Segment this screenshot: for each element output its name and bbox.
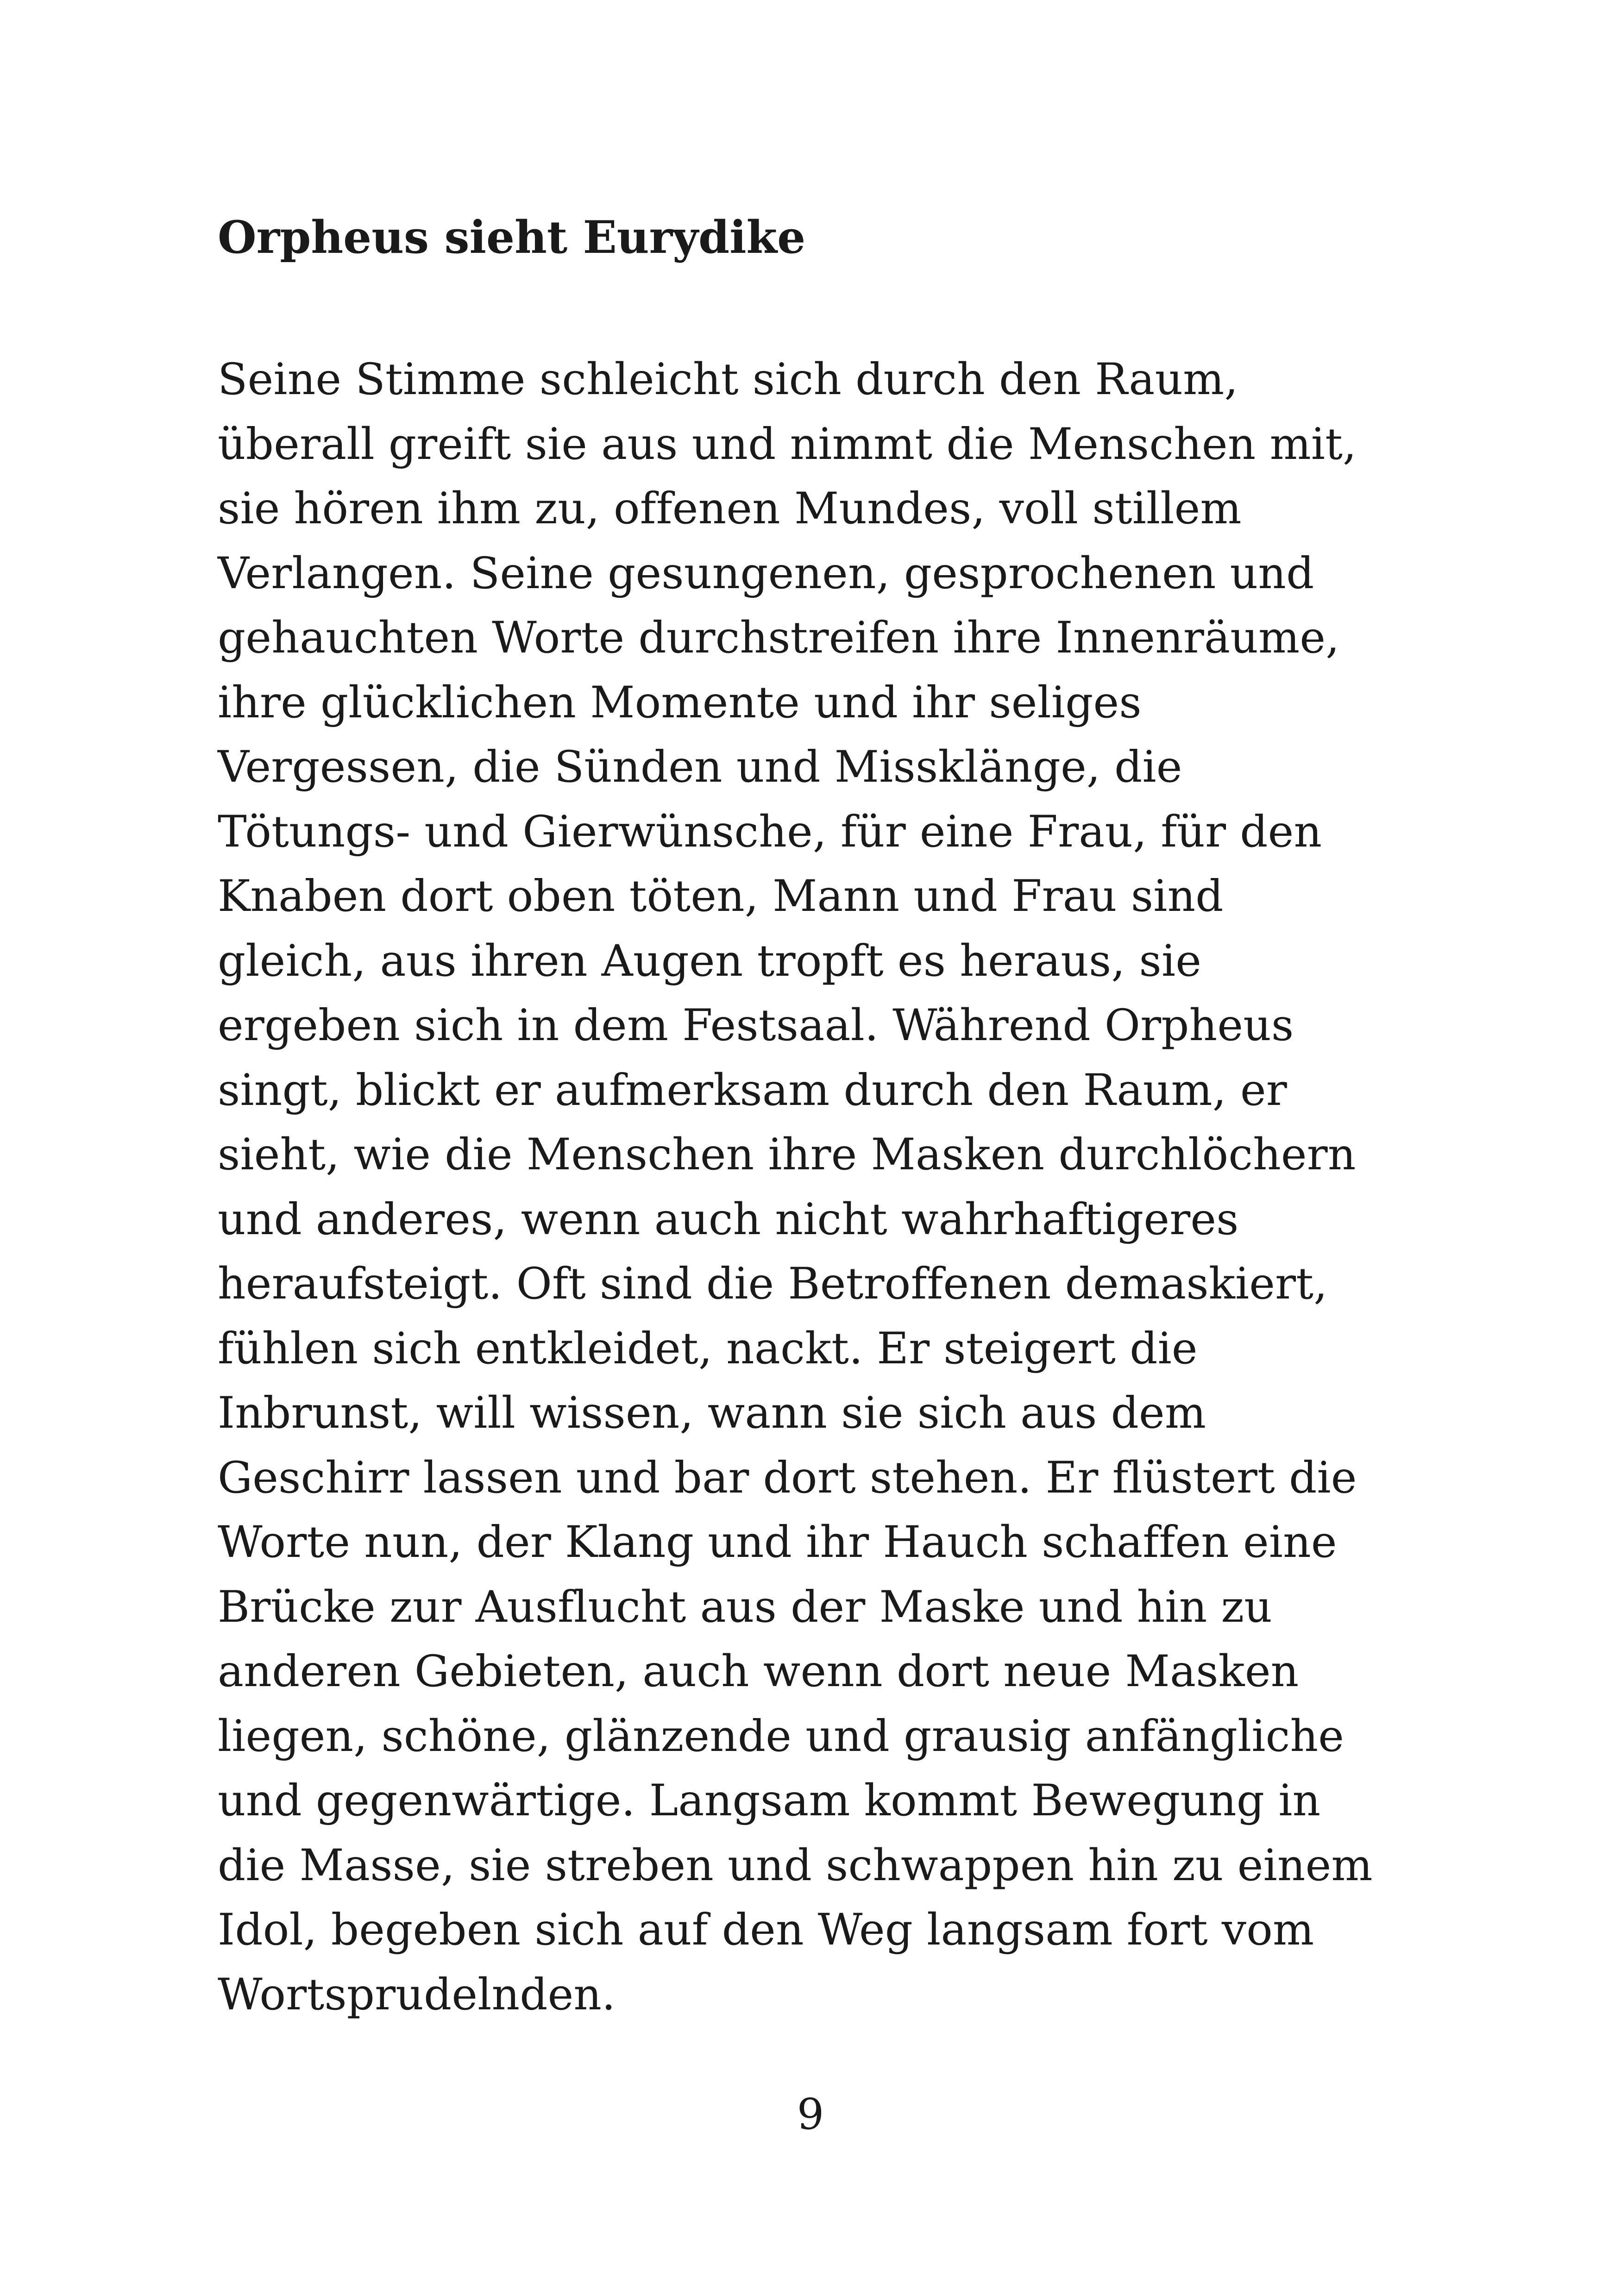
text-line: Wortsprudelnden.	[218, 1969, 616, 2020]
text-line: Geschirr lassen und bar dort stehen. Er flüstert die	[218, 1452, 1357, 1503]
text-line: anderen Gebieten, auch wenn dort neue Masken	[218, 1646, 1299, 1697]
text-line: Seine Stimme schleicht sich durch den Raum,	[218, 354, 1238, 405]
text-line: sie hören ihm zu, offenen Mundes, voll stillem	[218, 483, 1242, 534]
text-line: Verlangen. Seine gesungenen, gesprochenen und	[218, 548, 1314, 599]
text-line: überall greift sie aus und nimmt die Menschen mit,	[218, 419, 1357, 470]
text-line: Brücke zur Ausflucht aus der Maske und hin zu	[218, 1581, 1272, 1632]
text-line: und anderes, wenn auch nicht wahrhaftigeres	[218, 1194, 1239, 1245]
text-line: ergeben sich in dem Festsaal. Während Orpheus	[218, 1000, 1294, 1051]
text-line: Vergessen, die Sünden und Missklänge, die	[218, 742, 1182, 792]
text-line: liegen, schöne, glänzende und grausig anfängliche	[218, 1711, 1345, 1762]
text-line: Knaben dort oben töten, Mann und Frau sind	[218, 871, 1224, 922]
text-line: Tötungs- und Gierwünsche, für eine Frau, für den	[218, 806, 1322, 857]
text-line: gehauchten Worte durchstreifen ihre Innenräume,	[218, 613, 1340, 663]
text-line: heraufsteigt. Oft sind die Betroffenen demaskiert,	[218, 1259, 1328, 1309]
text-line: Idol, begeben sich auf den Weg langsam fort vom	[218, 1905, 1314, 1955]
chapter-title: Orpheus sieht Eurydike	[218, 211, 806, 263]
text-line: singt, blickt er aufmerksam durch den Raum, er	[218, 1065, 1287, 1116]
body-paragraph	[218, 347, 1422, 2027]
text-line: Worte nun, der Klang und ihr Hauch schaffen eine	[218, 1517, 1337, 1568]
text-line: die Masse, sie streben und schwappen hin zu einem	[218, 1840, 1373, 1891]
text-line: gleich, aus ihren Augen tropft es heraus, sie	[218, 935, 1202, 986]
page-number: 9	[797, 2089, 824, 2139]
text-line: fühlen sich entkleidet, nackt. Er steigert die	[218, 1323, 1198, 1374]
text-line: und gegenwärtige. Langsam kommt Bewegung in	[218, 1775, 1321, 1826]
text-line: sieht, wie die Menschen ihre Masken durchlöchern	[218, 1129, 1356, 1180]
text-line: ihre glücklichen Momente und ihr seliges	[218, 677, 1142, 728]
text-line: Inbrunst, will wissen, wann sie sich aus dem	[218, 1388, 1206, 1438]
